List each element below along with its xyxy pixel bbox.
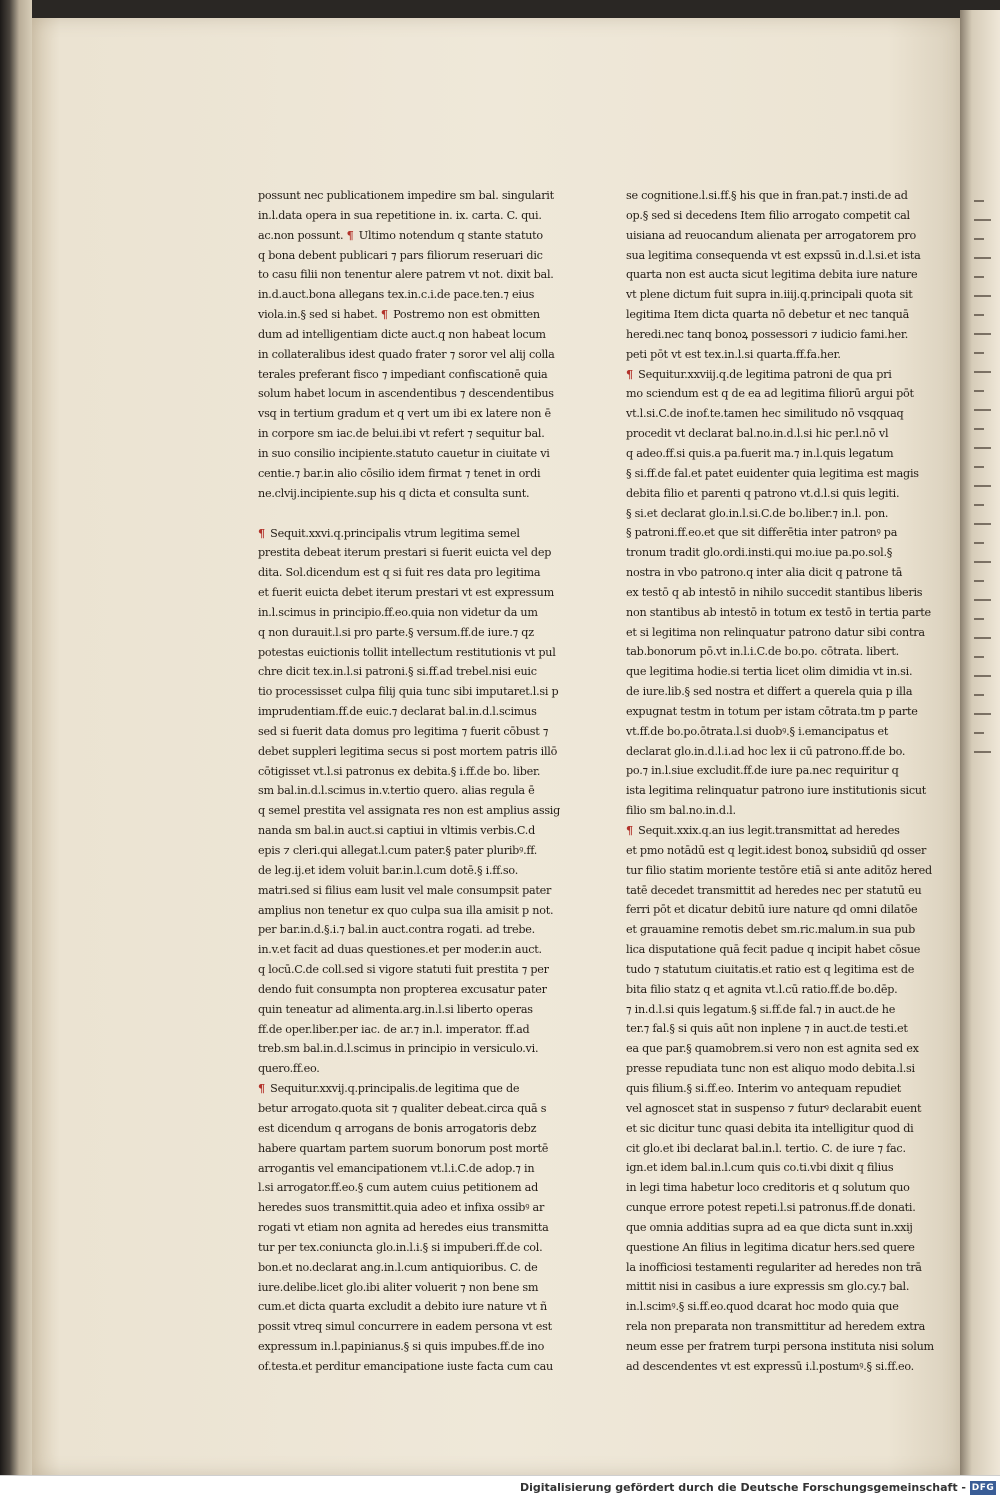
text-line: q locū.C.de coll.sed si vigore statuti fuit prestita ⁊ per	[258, 963, 549, 977]
text-line: ¶ Sequit.xxvi.q.principalis vtrum legitima semel	[258, 525, 520, 540]
text-line: ¶ Sequitur.xxvij.q.principalis.de legitima que de	[258, 1081, 520, 1096]
text-line: q adeo.ff.si quis.a pa.fuerit ma.⁊ in.l.quis legatum	[626, 446, 894, 460]
text-line: q bona debent publicari ⁊ pars filiorum reseruari dic	[258, 248, 543, 262]
text-line: ff.de oper.liber.per iac. de ar.⁊ in.l. imperator. ff.ad	[258, 1022, 530, 1036]
text-line: nostra in vbo patrono.q inter alia dicit q patrone tā	[626, 566, 903, 580]
text-line: ign.et idem bal.in.l.cum quis co.ti.vbi dixit q filius	[626, 1161, 894, 1175]
text-line: questione An filius in legitima dicatur hers.sed quere	[626, 1240, 915, 1254]
text-line: expressum in.l.papinianus.§ si quis impubes.ff.de ino	[258, 1340, 545, 1354]
text-line: mo sciendum est q de ea ad legitima filiorū argui pōt	[626, 387, 914, 401]
text-line: habere quartam partem suorum bonorum post mortē	[258, 1141, 549, 1155]
facing-page-line	[974, 523, 991, 525]
text-line: ista legitima relinquatur patrono iure institutionis sicut	[626, 784, 927, 798]
text-line: ¶ Sequitur.xxviij.q.de legitima patroni de qua pri	[626, 366, 892, 381]
text-line: tur per tex.coniuncta glo.in.l.i.§ si impuberi.ff.de col.	[258, 1240, 543, 1254]
text-line: matri.sed si filius eam lusit vel male consumpsit pater	[258, 883, 552, 897]
text-line: quis filium.§ si.ff.eo. Interim vo antequam repudiet	[626, 1081, 902, 1095]
text-line: § si.ff.de fal.et patet euidenter quia legitima est magis	[626, 466, 919, 480]
text-line: possunt nec publicationem impedire sm bal. singularit	[258, 189, 554, 202]
text-line: cit glo.et ibi declarat bal.in.l. tertio. C. de iure ⁊ fac.	[626, 1141, 906, 1155]
text-line: de leg.ij.et idem voluit bar.in.l.cum dotē.§ i.ff.so.	[258, 863, 519, 877]
text-line: possit vtreq simul concurrere in eadem persona vt est	[258, 1320, 552, 1334]
text-line: in.l.data opera in sua repetitione in. ix. carta. C. qui.	[258, 208, 542, 222]
text-line: cōtigisset vt.l.si patronus ex debita.§ i.ff.de bo. liber.	[258, 764, 541, 778]
facing-page-line	[974, 751, 991, 753]
facing-page-line	[974, 238, 984, 240]
text-line: chre dicit tex.in.l.si patroni.§ si.ff.ad trebel.nisi euic	[258, 665, 537, 679]
text-line: in.l.scimus in principio.ff.eo.quia non videtur da um	[258, 605, 538, 619]
text-line: prestita debeat iterum prestari si fuerit euicta vel dep	[258, 546, 552, 560]
text-line: vsq in tertium gradum et q vert um ibi ex latere non ē	[258, 407, 551, 421]
dfg-logo: DFG	[971, 1483, 995, 1493]
text-line: et fuerit euicta debet iterum prestari vt est expressum	[258, 586, 554, 600]
text-line: § si.et declarat glo.in.l.si.C.de bo.liber.⁊ in.l. pon.	[626, 506, 889, 520]
text-line: imprudentiam.ff.de euic.⁊ declarat bal.in.d.l.scimus	[258, 705, 537, 719]
text-line: vt.l.si.C.de inof.te.tamen hec similitudo nō vsqquaq	[626, 407, 904, 421]
rubric-paragraph-mark: ¶	[380, 307, 388, 322]
facing-page-line	[974, 694, 984, 696]
text-line: non stantibus ab intestō in totum ex testō in tertia parte	[626, 605, 931, 619]
facing-page-line	[974, 257, 991, 259]
text-line: expugnat testm in totum per istam cōtrata.tm p parte	[626, 704, 918, 718]
text-line: tudo ⁊ statutum ciuitatis.et ratio est q legitima est de	[626, 962, 915, 976]
text-line: vel agnoscet stat in suspenso ⁊ futurꝰ declarabit euent	[626, 1101, 922, 1115]
text-line: declarat glo.in.d.l.i.ad hoc lex ii cū patrono.ff.de bo.	[626, 744, 906, 758]
text-line: potestas euictionis tollit intellectum restitutionis vt pul	[258, 645, 556, 659]
text-line: iure.delibe.licet glo.ibi aliter voluerit ⁊ non bene sm	[258, 1280, 539, 1294]
facing-page-text-fragment	[974, 200, 998, 770]
text-line: terales preferant fisco ⁊ impediant confiscationē quia	[258, 367, 548, 381]
left-text-column	[258, 186, 578, 1377]
facing-page-line	[974, 580, 984, 582]
text-line: vt.ff.de bo.po.ōtrata.l.si duobꝰ.§ i.emancipatus et	[626, 724, 889, 738]
text-line: ad descendentes vt est expressū i.l.postumꝰ.§ si.ff.eo.	[626, 1359, 914, 1373]
text-line: betur arrogato.quota sit ⁊ qualiter debeat.circa quā s	[258, 1101, 547, 1115]
text-line: mittit nisi in casibus a iure expressis sm glo.cy.⁊ bal.	[626, 1280, 910, 1294]
text-line: heredi.nec tanq bonoꝝ possessori ⁊ iudicio fami.her.	[626, 327, 909, 341]
text-line: ac.non possunt. ¶ Ultimo notendum q stante statuto	[258, 227, 543, 242]
text-line: dendo fuit consumpta non propterea excusatur pater	[258, 982, 547, 996]
text-line: op.§ sed si decedens Item filio arrogato competit cal	[626, 208, 910, 222]
text-line: ferri pōt et dicatur debitū iure nature qd omni dilatōe	[626, 903, 918, 917]
text-line: neum esse per fratrem turpi persona instituta nisi solum	[626, 1339, 934, 1353]
facing-page-line	[974, 409, 991, 411]
facing-page-line	[974, 466, 984, 468]
facing-page-line	[974, 656, 984, 658]
text-line: ex testō q ab intestō in nihilo succedit stantibus liberis	[626, 585, 923, 599]
facing-page-line	[974, 428, 984, 430]
text-line: la inofficiosi testamenti regulariter ad heredes non trā	[626, 1260, 922, 1274]
text-line: rogati vt etiam non agnita ad heredes eius transmitta	[258, 1221, 549, 1235]
text-line: viola.in.§ sed si habet. ¶ Postremo non est obmitten	[258, 307, 540, 322]
text-line: que legitima hodie.si tertia licet olim dimidia vt in.si.	[626, 665, 913, 679]
text-line: arrogantis vel emancipationem vt.l.i.C.de adop.⁊ in	[258, 1161, 535, 1175]
facing-page-line	[974, 276, 984, 278]
text-line: et sic dicitur tunc quasi debita ita intelligitur quod di	[626, 1121, 914, 1135]
facing-page-line	[974, 561, 991, 563]
funding-credit: Digitalisierung gefördert durch die Deutsche Forschungsgemeinschaft -	[519, 1481, 966, 1494]
facing-page-line	[974, 504, 984, 506]
text-line: cum.et dicta quarta excludit a debito iure nature vt ñ	[258, 1300, 547, 1314]
text-line: treb.sm bal.in.d.l.scimus in principio in versiculo.vi.	[258, 1042, 539, 1056]
rubric-paragraph-mark: ¶	[626, 366, 633, 381]
text-line: peti pōt vt est tex.in.l.si quarta.ff.fa.her.	[626, 347, 841, 361]
rubric-paragraph-mark: ¶	[258, 1081, 265, 1096]
text-line: et grauamine remotis debet sm.ric.malum.in sua pub	[626, 923, 916, 937]
text-line: ¶ Sequit.xxix.q.an ius legit.transmittat ad heredes	[626, 823, 900, 837]
facing-page-line	[974, 618, 984, 620]
text-line: debet suppleri legitima secus si post mortem patris illō	[258, 744, 558, 758]
text-line: centie.⁊ bar.in alio cōsilio idem firmat ⁊ tenet in ordi	[258, 466, 541, 480]
text-line: procedit vt declarat bal.no.in.d.l.si hic per.l.nō vl	[626, 427, 889, 441]
text-line: tronum tradit glo.ordi.insti.qui mo.iue pa.po.sol.§	[626, 546, 893, 560]
facing-page-line	[974, 371, 991, 373]
right-text-column	[626, 186, 951, 1377]
facing-page-line	[974, 333, 991, 335]
text-line: in collateralibus idest quado frater ⁊ soror vel alij colla	[258, 347, 555, 361]
text-line: tatē decedet transmittit ad heredes nec per statutū eu	[626, 883, 922, 897]
text-line: po.⁊ in.l.siue excludit.ff.de iure pa.nec requiritur q	[626, 764, 899, 778]
facing-page-line	[974, 542, 984, 544]
facing-page-line	[974, 599, 991, 601]
text-line: ea que par.§ quamobrem.si vero non est agnita sed ex	[626, 1042, 919, 1056]
text-line: in.v.et facit ad duas questiones.et per moder.in auct.	[258, 943, 542, 957]
facing-page-line	[974, 637, 991, 639]
text-line: presse repudiata tunc non est aliquo modo debita.l.si	[626, 1062, 915, 1076]
text-line: q non durauit.l.si pro parte.§ versum.ff.de iure.⁊ qz	[258, 625, 534, 639]
text-line: ter.⁊ fal.§ si quis aūt non inplene ⁊ in auct.de testi.et	[626, 1022, 908, 1036]
paragraph-gap	[258, 504, 578, 524]
text-line: quin teneatur ad alimenta.arg.in.l.si liberto operas	[258, 1002, 533, 1016]
facing-page-line	[974, 447, 991, 449]
text-line: quarta non est aucta sicut legitima debita iure nature	[626, 268, 918, 282]
text-line: legitima Item dicta quarta nō debetur et nec tanquā	[626, 308, 910, 322]
text-line: uisiana ad reuocandum alienata per arrogatorem pro	[626, 228, 916, 242]
text-line: solum habet locum in ascendentibus ⁊ descendentibus	[258, 387, 554, 401]
text-line: in.l.scimꝰ.§ si.ff.eo.quod dcarat hoc modo quia que	[626, 1300, 899, 1314]
text-line: ne.clvij.incipiente.sup his q dicta et consulta sunt.	[258, 486, 530, 500]
text-line: dita. Sol.dicendum est q si fuit res data pro legitima	[258, 566, 541, 580]
text-line: se cognitione.l.si.ff.§ his que in fran.pat.⁊ insti.de ad	[626, 189, 908, 202]
text-line: per bar.in.d.§.i.⁊ bal.in auct.contra rogati. ad trebe.	[258, 923, 535, 937]
facing-page-line	[974, 485, 991, 487]
facing-page-line	[974, 219, 991, 221]
text-line: tab.bonorum pō.vt in.l.i.C.de bo.po. cōtrata. libert.	[626, 645, 899, 659]
facing-page-line	[974, 295, 991, 297]
text-line: nanda sm bal.in auct.si captiui in vltimis verbis.C.d	[258, 824, 536, 838]
book-binding-edge	[0, 0, 32, 1475]
text-line: que omnia additias supra ad ea que dicta sunt in.xxij	[626, 1220, 913, 1234]
text-line: bita filio statz q et agnita vt.l.cū ratio.ff.de bo.dēp.	[626, 982, 898, 996]
text-line: vt plene dictum fuit supra in.iiij.q.principali quota sit	[626, 288, 913, 302]
text-line: et pmo notādū est q legit.idest bonoꝝ subsidiū qd osser	[626, 843, 927, 857]
facing-page-line	[974, 314, 984, 316]
text-line: dum ad intelligentiam dicte auct.q non habeat locum	[258, 327, 546, 341]
text-line: heredes suos transmittit.quia adeo et infixa ossibꝰ ar	[258, 1201, 545, 1215]
text-line: ⁊ in.d.l.si quis legatum.§ si.ff.de fal.⁊ in auct.de he	[626, 1002, 896, 1016]
text-line: of.testa.et perditur emancipatione iuste facta cum cau	[258, 1359, 554, 1373]
facing-page-line	[974, 390, 984, 392]
text-line: filio sm bal.no.in.d.l.	[626, 804, 736, 818]
facing-page-line	[974, 352, 984, 354]
text-line: amplius non tenetur ex quo culpa sua illa amisit p not.	[258, 903, 554, 917]
text-line: sua legitima consequenda vt est expssū in.d.l.si.et ista	[626, 248, 921, 262]
text-line: lica disputatione quā fecit padue q incipit habet cōsue	[626, 943, 921, 957]
facing-page-edge	[960, 10, 1000, 1480]
text-line: in suo consilio incipiente.statuto cauetur in ciuitate vi	[258, 446, 550, 460]
text-line: quero.ff.eo.	[258, 1062, 320, 1076]
text-line: l.si arrogator.ff.eo.§ cum autem cuius petitionem ad	[258, 1181, 538, 1195]
text-line: in corpore sm iac.de belui.ibi vt refert ⁊ sequitur bal.	[258, 427, 545, 441]
text-line: § patroni.ff.eo.et que sit differētia inter patronꝰ pa	[626, 526, 898, 540]
facing-page-line	[974, 675, 991, 677]
text-line: debita filio et parenti q patrono vt.d.l.si quis legiti.	[626, 486, 900, 500]
digitization-footer	[0, 1475, 1000, 1500]
text-line: cunque errore potest repeti.l.si patronus.ff.de donati.	[626, 1201, 916, 1215]
facing-page-line	[974, 713, 991, 715]
facing-page-line	[974, 732, 984, 734]
text-line: est dicendum q arrogans de bonis arrogatoris debz	[258, 1121, 537, 1135]
text-line: rela non preparata non transmittitur ad heredem extra	[626, 1320, 926, 1334]
text-line: epis ⁊ cleri.qui allegat.l.cum pater.§ pater pluribꝰ.ff.	[258, 844, 538, 857]
text-line: tur filio statim moriente testōre etiā si ante aditōz hered	[626, 863, 932, 877]
text-line: in legi tima habetur loco creditoris et q solutum quo	[626, 1181, 910, 1195]
text-line: sed si fuerit data domus pro legitima ⁊ fuerit cōbust ⁊	[258, 724, 549, 738]
rubric-paragraph-mark: ¶	[626, 823, 633, 837]
text-line: de iure.lib.§ sed nostra et differt a querela quia p illa	[626, 685, 913, 699]
text-line: bon.et no.declarat ang.in.l.cum antiquioribus. C. de	[258, 1260, 538, 1274]
facing-page-line	[974, 200, 984, 202]
text-line: et si legitima non relinquatur patrono datur sibi contra	[626, 625, 925, 639]
text-line: sm bal.in.d.l.scimus in.v.tertio quero. alias regula ē	[258, 784, 535, 798]
rubric-paragraph-mark: ¶	[258, 525, 265, 540]
text-line: tio processisset culpa filij quia tunc sibi imputaret.l.si p	[258, 685, 559, 699]
text-line: q semel prestita vel assignata res non est amplius assig	[258, 804, 561, 818]
text-line: in.d.auct.bona allegans tex.in.c.i.de pace.ten.⁊ eius	[258, 288, 535, 302]
rubric-paragraph-mark: ¶	[346, 227, 354, 242]
text-line: to casu filii non tenentur alere patrem vt not. dixit bal.	[258, 268, 554, 282]
